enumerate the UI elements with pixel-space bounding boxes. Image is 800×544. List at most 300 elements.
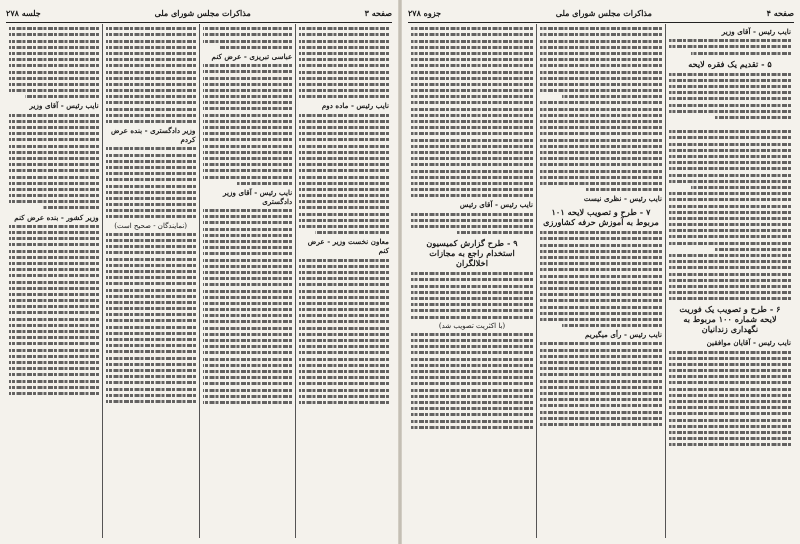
text-line [411, 83, 533, 86]
text-line [411, 303, 533, 306]
text-line [411, 364, 533, 367]
left-page-number: صفحه ۳ [364, 8, 392, 18]
text-line [203, 157, 293, 160]
text-line [540, 170, 662, 173]
speaker-label: نایب رئیس - آقای رئیس [459, 200, 533, 210]
text-line [203, 277, 293, 280]
text-line [669, 97, 791, 100]
text-line [315, 231, 389, 234]
text-line [9, 58, 99, 61]
text-line [106, 166, 196, 169]
text-line [9, 77, 99, 80]
text-line [669, 167, 791, 170]
text-line [540, 132, 662, 135]
text-line [669, 443, 791, 446]
text-line [540, 293, 662, 296]
text-line [299, 277, 389, 280]
text-line [299, 151, 389, 154]
text-line [669, 149, 791, 152]
text-line [411, 395, 533, 398]
text-line [9, 311, 99, 314]
text-line [203, 234, 293, 237]
text-line [203, 83, 293, 86]
text-line [9, 237, 99, 240]
text-line [540, 386, 662, 389]
text-line [203, 126, 293, 129]
text-line [106, 289, 196, 292]
text-line [411, 139, 533, 142]
text-line [106, 375, 196, 378]
text-line [411, 71, 533, 74]
text-line [299, 327, 389, 330]
text-line [203, 169, 293, 172]
text-line [669, 406, 791, 409]
text-line [9, 386, 99, 389]
text-line [203, 376, 293, 379]
text-line [203, 271, 293, 274]
text-line [106, 209, 196, 212]
text-line [106, 251, 196, 254]
text-line [9, 318, 99, 321]
text-line [106, 388, 196, 391]
text-line [669, 223, 791, 226]
text-line [540, 392, 662, 395]
right-col-1 [666, 24, 794, 538]
text-line [669, 211, 791, 214]
text-line [540, 114, 662, 117]
text-line [411, 40, 533, 43]
text-line [540, 71, 662, 74]
text-line [669, 85, 791, 88]
text-line [411, 225, 533, 228]
text-line [411, 333, 533, 336]
text-line [562, 324, 662, 327]
text-line [562, 95, 662, 98]
text-line [299, 46, 389, 49]
text-line [203, 33, 293, 36]
text-line [203, 401, 293, 404]
text-line [203, 327, 293, 330]
text-line [106, 77, 196, 80]
text-line [299, 176, 389, 179]
text-line [411, 188, 533, 191]
text-line [540, 83, 662, 86]
text-line [9, 169, 99, 172]
text-line [299, 138, 389, 141]
text-line [299, 120, 389, 123]
text-line [106, 357, 196, 360]
text-line [411, 351, 533, 354]
text-line [299, 114, 389, 117]
text-line [203, 364, 293, 367]
section-headline: ۵ - تقدیم یک فقره لایحه [688, 58, 772, 69]
text-line [411, 389, 533, 392]
text-line [9, 225, 99, 228]
text-line [9, 355, 99, 358]
text-line [669, 155, 791, 158]
text-line [540, 182, 662, 185]
text-line [669, 431, 791, 434]
text-line [669, 79, 791, 82]
text-line [669, 388, 791, 391]
text-line [540, 312, 662, 315]
text-line [9, 52, 99, 55]
text-line [9, 336, 99, 339]
text-line [203, 370, 293, 373]
text-line [411, 285, 533, 288]
text-line [411, 64, 533, 67]
speaker-label: نایب رئیس - آقایان موافقین [706, 338, 791, 348]
text-line [106, 400, 196, 403]
text-line [299, 290, 389, 293]
text-line [669, 254, 791, 257]
text-line [106, 160, 196, 163]
text-line [9, 231, 99, 234]
text-line [299, 33, 389, 36]
text-line [411, 33, 533, 36]
text-line [203, 89, 293, 92]
text-line [669, 229, 791, 232]
text-line [411, 182, 533, 185]
text-line [106, 71, 196, 74]
speaker-label: وزیر دادگستری - بنده عرض کردم [110, 126, 196, 145]
text-line [540, 287, 662, 290]
text-line [299, 382, 389, 385]
text-line [411, 89, 533, 92]
text-line [106, 332, 196, 335]
text-line [203, 95, 293, 98]
text-line [411, 108, 533, 111]
text-line [106, 83, 196, 86]
text-line [411, 163, 533, 166]
page-spine [398, 0, 402, 544]
text-line [106, 27, 196, 30]
text-line [540, 163, 662, 166]
text-line [106, 101, 196, 104]
text-line [540, 64, 662, 67]
text-line [669, 130, 791, 133]
text-line [106, 369, 196, 372]
text-line [9, 305, 99, 308]
text-line [411, 176, 533, 179]
text-line [540, 423, 662, 426]
text-line [540, 176, 662, 179]
text-line [203, 283, 293, 286]
right-page-columns [408, 24, 794, 538]
vote-note: (با اکثریت تصویب شد) [438, 321, 506, 330]
paragraph-gap [669, 122, 791, 127]
text-line [411, 309, 533, 312]
text-line [669, 136, 791, 139]
text-line [411, 401, 533, 404]
text-line [203, 77, 293, 80]
text-line [540, 262, 662, 265]
text-line [106, 313, 196, 316]
text-line [411, 120, 533, 123]
speaker-label: معاون نخست وزیر - عرض کنم [307, 237, 389, 256]
text-line [9, 281, 99, 284]
text-line [540, 101, 662, 104]
text-line [9, 392, 99, 395]
text-line [9, 157, 99, 160]
text-line [203, 345, 293, 348]
text-line [540, 417, 662, 420]
text-line [106, 120, 196, 123]
text-line [203, 265, 293, 268]
text-line [669, 91, 791, 94]
text-line [106, 178, 196, 181]
text-line [203, 176, 293, 179]
text-line [411, 339, 533, 342]
text-line [9, 176, 99, 179]
text-line [540, 342, 662, 345]
text-line [669, 143, 791, 146]
text-line [586, 188, 662, 191]
text-line [106, 239, 196, 242]
text-line [411, 213, 533, 216]
text-line [9, 268, 99, 271]
text-line [411, 151, 533, 154]
text-line [106, 307, 196, 310]
text-line [203, 290, 293, 293]
text-line [106, 172, 196, 175]
text-line [203, 101, 293, 104]
text-line [669, 279, 791, 282]
text-line [299, 265, 389, 268]
text-line [106, 264, 196, 267]
text-line [299, 283, 389, 286]
text-line [9, 151, 99, 154]
text-line [9, 145, 99, 148]
text-line [9, 114, 99, 117]
text-line [203, 209, 293, 212]
text-line [299, 259, 389, 262]
text-line [299, 77, 389, 80]
text-line [299, 314, 389, 317]
text-line [106, 33, 196, 36]
text-line [106, 326, 196, 329]
text-line [669, 104, 791, 107]
text-line [299, 126, 389, 129]
speaker-label: نایب رئیس - نظری نیست [583, 194, 662, 204]
text-line [669, 205, 791, 208]
text-line [411, 27, 533, 30]
text-line [203, 302, 293, 305]
text-line [203, 308, 293, 311]
text-line [540, 361, 662, 364]
text-line [299, 182, 389, 185]
text-line [411, 101, 533, 104]
text-line [669, 235, 791, 238]
text-line [106, 154, 196, 157]
text-line [540, 237, 662, 240]
text-line [203, 395, 293, 398]
text-line [540, 52, 662, 55]
text-line [203, 40, 293, 43]
speaker-label: نایب رئیس - آقای وزیر [29, 101, 99, 111]
text-line [299, 219, 389, 222]
text-line [106, 319, 196, 322]
text-line [299, 200, 389, 203]
text-line [457, 231, 533, 234]
text-line [411, 407, 533, 410]
left-col-2 [200, 24, 297, 538]
text-line [9, 71, 99, 74]
text-line [203, 259, 293, 262]
text-line [25, 95, 99, 98]
text-line [669, 161, 791, 164]
text-line [411, 132, 533, 135]
text-line [540, 77, 662, 80]
text-line [669, 375, 791, 378]
text-line [540, 268, 662, 271]
text-line [299, 89, 389, 92]
text-line [540, 367, 662, 370]
text-line [669, 291, 791, 294]
text-line [411, 157, 533, 160]
text-line [299, 169, 389, 172]
right-page-title: مذاکرات مجلس شورای ملی [555, 8, 652, 18]
text-line [540, 139, 662, 142]
text-line [669, 39, 791, 42]
text-line [106, 52, 196, 55]
text-line [411, 413, 533, 416]
text-line [299, 52, 389, 55]
text-line [9, 349, 99, 352]
text-line [540, 231, 662, 234]
text-line [203, 132, 293, 135]
text-line [106, 114, 196, 117]
text-line [9, 287, 99, 290]
text-line [540, 256, 662, 259]
text-line [203, 314, 293, 317]
text-line [9, 361, 99, 364]
text-line [540, 398, 662, 401]
text-line [540, 306, 662, 309]
text-line [299, 271, 389, 274]
text-line [106, 58, 196, 61]
text-line [106, 344, 196, 347]
text-line [411, 376, 533, 379]
text-line [9, 256, 99, 259]
text-line [411, 345, 533, 348]
text-line [540, 58, 662, 61]
text-line [106, 350, 196, 353]
left-col-4 [6, 24, 103, 538]
text-line [106, 282, 196, 285]
text-line [669, 400, 791, 403]
text-line [106, 276, 196, 279]
text-line [411, 77, 533, 80]
text-line [9, 33, 99, 36]
text-line [669, 412, 791, 415]
text-line [9, 27, 99, 30]
text-line [299, 188, 389, 191]
text-line [106, 295, 196, 298]
text-line [9, 89, 99, 92]
text-line [9, 46, 99, 49]
text-line [9, 83, 99, 86]
text-line [106, 40, 196, 43]
text-line [106, 191, 196, 194]
text-line [691, 52, 791, 55]
text-line [540, 380, 662, 383]
text-line [106, 233, 196, 236]
section-headline: ۷ - طرح و تصویب لایحه ۱۰۱ مربوط به آموزش حرفه کشاورزی [543, 207, 659, 228]
speaker-label: نایب رئیس - رأی میگیریم [584, 330, 662, 340]
text-line [9, 200, 99, 203]
text-line [299, 27, 389, 30]
text-line [411, 420, 533, 423]
text-line [299, 157, 389, 160]
text-line [9, 367, 99, 370]
text-line [9, 120, 99, 123]
text-line [299, 345, 389, 348]
text-line [411, 114, 533, 117]
text-line [9, 299, 99, 302]
text-line [299, 351, 389, 354]
text-line [669, 266, 791, 269]
text-line [203, 351, 293, 354]
text-line [669, 369, 791, 372]
text-line [43, 206, 99, 209]
text-line [669, 198, 791, 201]
text-line [106, 394, 196, 397]
text-line [9, 262, 99, 265]
text-line [106, 185, 196, 188]
text-line [203, 120, 293, 123]
text-line [203, 221, 293, 224]
text-line [203, 240, 293, 243]
text-line [299, 58, 389, 61]
text-line [411, 426, 533, 429]
text-line [411, 278, 533, 281]
text-line [9, 342, 99, 345]
text-line [715, 248, 791, 251]
text-line [203, 296, 293, 299]
speaker-label: نایب رئیس - ماده دوم [321, 101, 389, 111]
text-line [540, 373, 662, 376]
text-line [540, 281, 662, 284]
section-headline: ۶ - طرح و تصویب یک فوریت لایحه شماره ۱۰۰ مربوط به نگهداری زندانیان [679, 304, 781, 335]
text-line [203, 252, 293, 255]
text-line [540, 27, 662, 30]
text-line [669, 381, 791, 384]
text-line [540, 299, 662, 302]
text-line [299, 320, 389, 323]
text-line [203, 151, 293, 154]
text-line [9, 250, 99, 253]
text-line [203, 145, 293, 148]
text-line [9, 194, 99, 197]
text-line [203, 339, 293, 342]
text-line [299, 71, 389, 74]
text-line [299, 401, 389, 404]
text-line [9, 380, 99, 383]
text-line [411, 170, 533, 173]
text-line [299, 333, 389, 336]
text-line [203, 228, 293, 231]
text-line [299, 339, 389, 342]
text-line [299, 296, 389, 299]
text-line [299, 308, 389, 311]
text-line [411, 272, 533, 275]
text-line [669, 425, 791, 428]
text-line [9, 188, 99, 191]
text-line [540, 46, 662, 49]
text-line [299, 206, 389, 209]
text-line [299, 194, 389, 197]
